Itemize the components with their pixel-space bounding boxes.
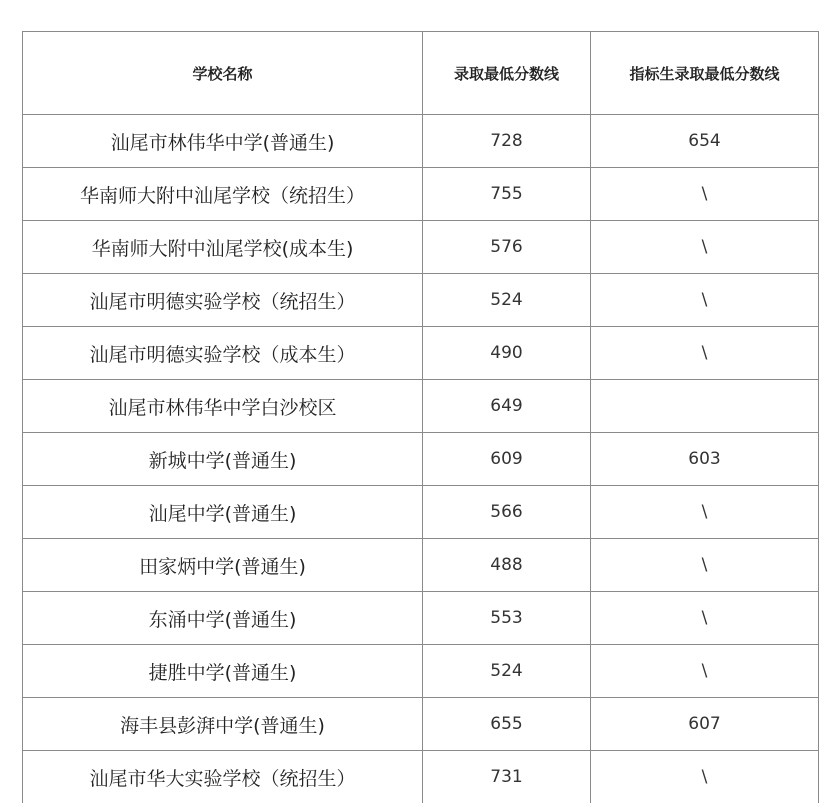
school-name-cell: 汕尾市华大实验学校（统招生） bbox=[23, 751, 423, 803]
quota-min-score-cell bbox=[591, 380, 819, 433]
quota-min-score-cell: \ bbox=[591, 486, 819, 539]
table-row bbox=[23, 751, 819, 803]
header-min-score: 录取最低分数线 bbox=[423, 32, 591, 115]
min-score-cell: 566 bbox=[423, 486, 591, 539]
header-row bbox=[23, 32, 819, 115]
table-row bbox=[23, 539, 819, 592]
table-row bbox=[23, 221, 819, 274]
school-name-cell: 海丰县彭湃中学(普通生) bbox=[23, 698, 423, 751]
table-row bbox=[23, 486, 819, 539]
school-name-cell: 汕尾市明德实验学校（统招生） bbox=[23, 274, 423, 327]
header-school-name: 学校名称 bbox=[23, 32, 423, 115]
quota-min-score-cell: \ bbox=[591, 592, 819, 645]
quota-min-score-cell: \ bbox=[591, 539, 819, 592]
school-name-cell: 汕尾中学(普通生) bbox=[23, 486, 423, 539]
table-row bbox=[23, 327, 819, 380]
quota-min-score-cell: \ bbox=[591, 168, 819, 221]
school-name-cell: 华南师大附中汕尾学校（统招生） bbox=[23, 168, 423, 221]
school-name-cell: 汕尾市林伟华中学白沙校区 bbox=[23, 380, 423, 433]
admission-score-table bbox=[22, 31, 819, 803]
min-score-cell: 649 bbox=[423, 380, 591, 433]
school-name-cell: 田家炳中学(普通生) bbox=[23, 539, 423, 592]
min-score-cell: 490 bbox=[423, 327, 591, 380]
table-row bbox=[23, 115, 819, 168]
quota-min-score-cell: \ bbox=[591, 645, 819, 698]
table-row bbox=[23, 274, 819, 327]
school-name-cell: 华南师大附中汕尾学校(成本生) bbox=[23, 221, 423, 274]
min-score-cell: 553 bbox=[423, 592, 591, 645]
table-row bbox=[23, 380, 819, 433]
quota-min-score-cell: \ bbox=[591, 274, 819, 327]
min-score-cell: 609 bbox=[423, 433, 591, 486]
school-name-cell: 捷胜中学(普通生) bbox=[23, 645, 423, 698]
min-score-cell: 576 bbox=[423, 221, 591, 274]
table-row bbox=[23, 592, 819, 645]
quota-min-score-cell: \ bbox=[591, 221, 819, 274]
min-score-cell: 655 bbox=[423, 698, 591, 751]
min-score-cell: 524 bbox=[423, 645, 591, 698]
quota-min-score-cell: 603 bbox=[591, 433, 819, 486]
quota-min-score-cell: 654 bbox=[591, 115, 819, 168]
table-row bbox=[23, 645, 819, 698]
min-score-cell: 731 bbox=[423, 751, 591, 803]
min-score-cell: 728 bbox=[423, 115, 591, 168]
quota-min-score-cell: 607 bbox=[591, 698, 819, 751]
school-name-cell: 东涌中学(普通生) bbox=[23, 592, 423, 645]
school-name-cell: 汕尾市明德实验学校（成本生） bbox=[23, 327, 423, 380]
table-row bbox=[23, 433, 819, 486]
min-score-cell: 755 bbox=[423, 168, 591, 221]
quota-min-score-cell: \ bbox=[591, 327, 819, 380]
table-row bbox=[23, 168, 819, 221]
school-name-cell: 新城中学(普通生) bbox=[23, 433, 423, 486]
min-score-cell: 488 bbox=[423, 539, 591, 592]
quota-min-score-cell: \ bbox=[591, 751, 819, 803]
min-score-cell: 524 bbox=[423, 274, 591, 327]
table-row bbox=[23, 698, 819, 751]
school-name-cell: 汕尾市林伟华中学(普通生) bbox=[23, 115, 423, 168]
header-quota-min-score: 指标生录取最低分数线 bbox=[591, 32, 819, 115]
